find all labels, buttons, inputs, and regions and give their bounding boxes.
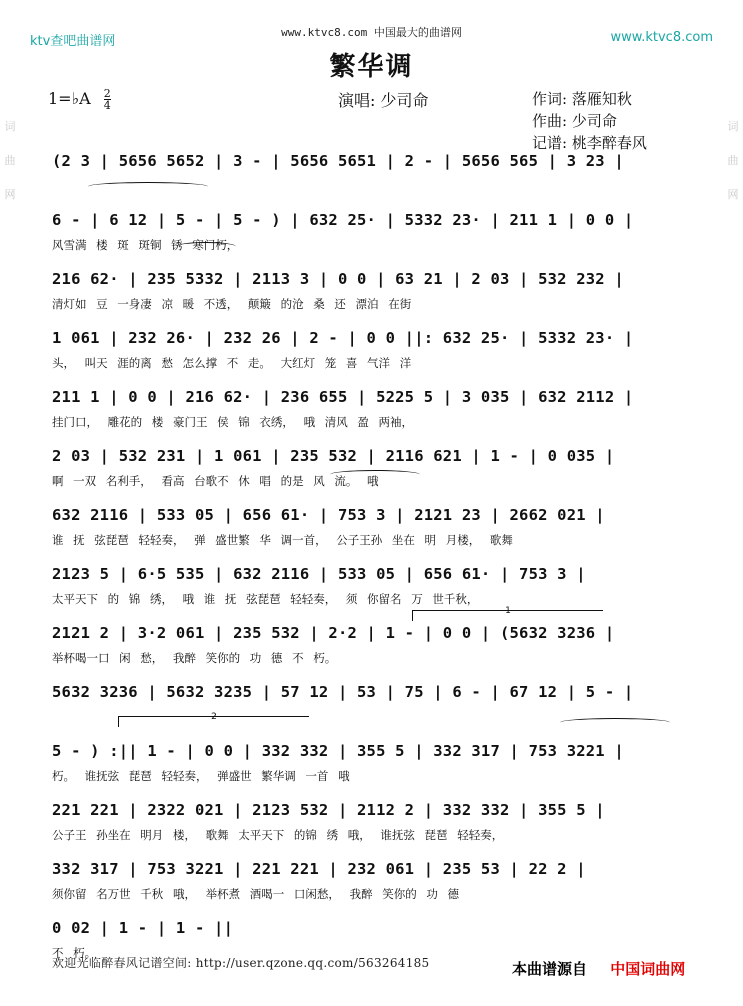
watermark-left: ktv查吧曲谱网 <box>30 34 116 49</box>
side-watermark-right: 词曲网 <box>727 120 739 201</box>
lyric-line: 公子王 孙坐在 明月 楼， 歌舞 太平天下 的锦 绣 哦， 谁抚弦 琵琶 轻轻奏， <box>52 828 504 842</box>
lyric-line: 谁 抚 弦琵琶 轻轻奏， 弹 盛世繁 华 调一首， 公子王孙 坐在 明 月楼， 歌舞 <box>52 533 513 547</box>
slur <box>560 718 670 727</box>
slur <box>88 182 208 191</box>
notation-line: 5 - ) :|| 1 - | 0 0 | 332 332 | 355 5 | 332 317 | 753 3221 | <box>52 742 624 760</box>
source-label: 本曲谱源自 <box>512 960 588 978</box>
lyric-line: 清灯如 豆 一身凄 凉 暖 不透， 颠簸 的沧 桑 还 漂泊 在街 <box>52 297 412 311</box>
composer-credit: 作曲: 少司命 <box>532 112 617 130</box>
key-text: 1=♭A <box>48 89 91 108</box>
volta-first: 1 <box>412 610 603 621</box>
lyric-line: 朽。 谁抚弦 琵琶 轻轻奏， 弹盛世 繁华调 一首 哦 <box>52 769 350 783</box>
lyric-line: 太平天下 的 锦 绣， 哦 谁 抚 弦琵琶 轻轻奏， 须 你留名 万 世千秋， <box>52 592 479 606</box>
lyric-line: 须你留 名万世 千秋 哦， 举杯煮 酒喝一 口闲愁， 我醉 笑你的 功 德 <box>52 887 460 901</box>
notation-line: 6 - | 6 12 | 5 - | 5 - ) | 632 25· | 5332 23· | 211 1 | 0 0 | <box>52 211 634 229</box>
notation-line: 332 317 | 753 3221 | 221 221 | 232 061 | 235 53 | 22 2 | <box>52 860 586 878</box>
notation-line: 632 2116 | 533 05 | 656 61· | 753 3 | 2121 23 | 2662 021 | <box>52 506 605 524</box>
notation-line: 216 62· | 235 5332 | 2113 3 | 0 0 | 63 21 | 2 03 | 532 232 | <box>52 270 624 288</box>
site-banner: www.ktvc8.com 中国最大的曲谱网 <box>281 26 462 39</box>
notation-line: 221 221 | 2322 021 | 2123 532 | 2112 2 | 332 332 | 355 5 | <box>52 801 605 819</box>
time-signature: $\frac{2}{4}$ <box>103 87 111 112</box>
slur <box>330 470 420 479</box>
notation-line: (2 3 | 5656 5652 | 3 - | 5656 5651 | 2 - | 5656 565 | 3 23 | <box>52 152 624 170</box>
lyric-line: 啊 一双 名利手， 看高 台歌不 休 唱 的是 风 流。 哦 <box>52 474 379 488</box>
lyric-line: 挂门口， 雕花的 楼 豪门王 侯 锦 衣绣， 哦 清风 盈 两袖， <box>52 415 414 429</box>
lyricist-credit: 作词: 落雁知秋 <box>532 90 632 108</box>
lyric-line: 头， 叫天 涯的离 愁 怎么撑 不 走。 大红灯 笼 喜 气洋 洋 <box>52 356 412 370</box>
notation-line: 2 03 | 532 231 | 1 061 | 235 532 | 2116 621 | 1 - | 0 035 | <box>52 447 615 465</box>
notation-line: 1 061 | 232 26· | 232 26 | 2 - | 0 0 ||: 632 25· | 5332 23· | <box>52 329 634 347</box>
lyric-line: 风雪满 楼 斑 斑铜 锈 寒门朽， <box>52 238 239 252</box>
footer-source <box>512 958 685 979</box>
notation-line: 0 02 | 1 - | 1 - || <box>52 919 234 937</box>
slur <box>176 242 236 251</box>
singer-credit: 演唱: 少司命 <box>338 91 429 110</box>
volta-second: 2 <box>118 716 309 727</box>
side-watermark-left: 词曲网 <box>4 120 16 201</box>
brand-label: 中国词曲网 <box>610 960 686 978</box>
transcriber-credit: 记谱: 桃李醉春风 <box>532 134 647 152</box>
footer-note: 欢迎光临醉春风记谱空间: http://user.qzone.qq.com/563264185 <box>52 956 430 970</box>
notation-line: 2123 5 | 6·5 535 | 632 2116 | 533 05 | 656 61· | 753 3 | <box>52 565 586 583</box>
notation-line: 5632 3236 | 5632 3235 | 57 12 | 53 | 75 | 6 - | 67 12 | 5 - | <box>52 683 634 701</box>
notation-line: 2121 2 | 3·2 061 | 235 532 | 2·2 | 1 - | 0 0 | (5632 3236 | <box>52 624 615 642</box>
key-signature <box>48 88 111 111</box>
song-title: 繁华调 <box>329 52 414 82</box>
lyric-line: 不 朽。 <box>52 946 97 960</box>
notation-line: 211 1 | 0 0 | 216 62· | 236 655 | 5225 5 | 3 035 | 632 2112 | <box>52 388 634 406</box>
watermark-right: www.ktvc8.com <box>610 30 713 45</box>
lyric-line: 举杯喝一口 闲 愁， 我醉 笑你的 功 德 不 朽。 <box>52 651 337 665</box>
